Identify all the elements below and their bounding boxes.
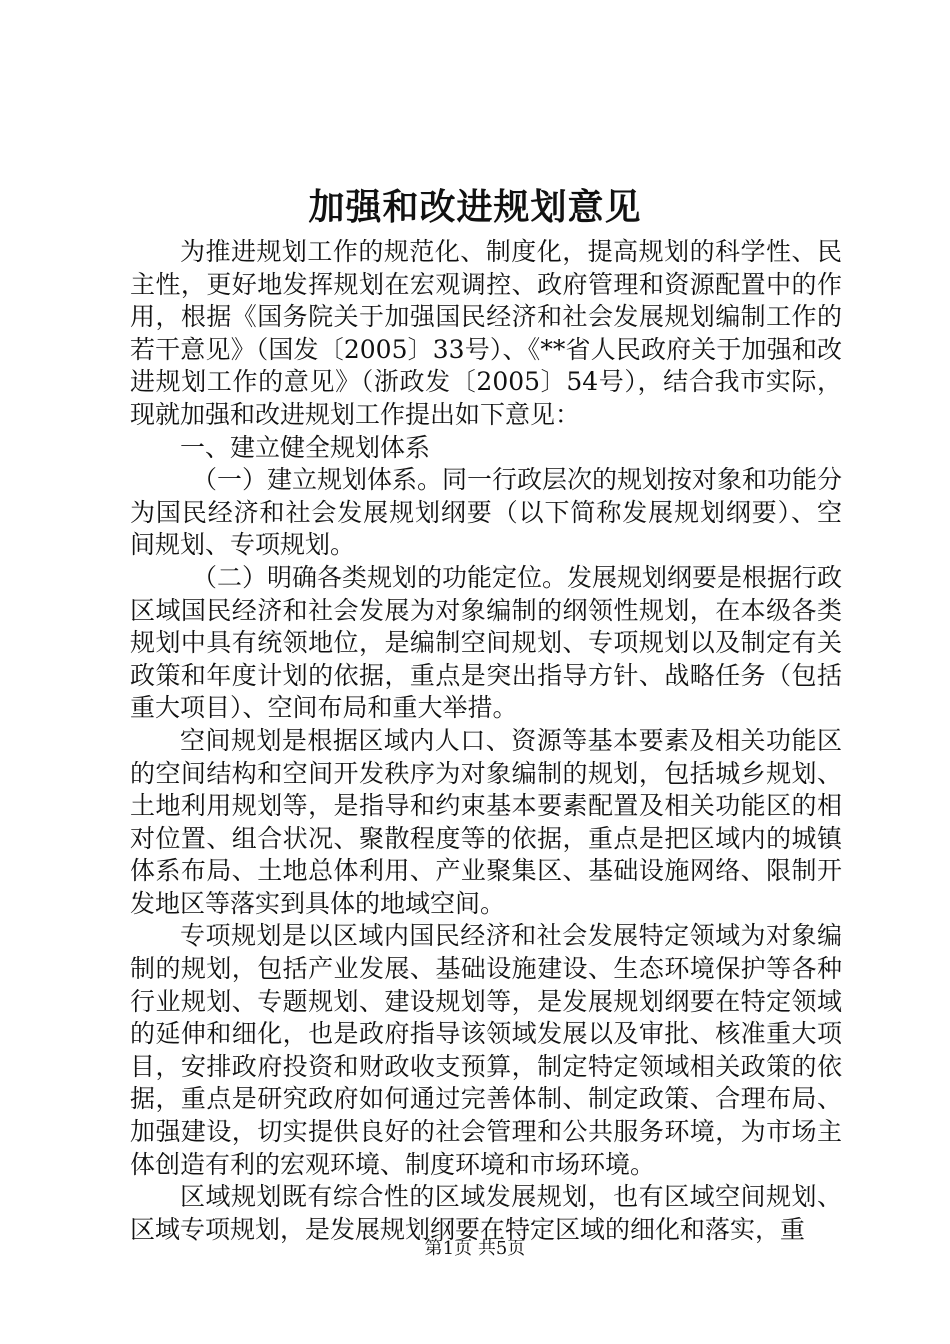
document-body: [130, 236, 842, 1246]
spatial-planning-paragraph: 空间规划是根据区域内人口、资源等基本要素及相关功能区的空间结构和空间开发秩序为对象编制的规划，包括城乡规划、土地利用规划等，是指导和约束基本要素配置及相关功能区的相对位置、组合状况、聚散程度等的依据，重点是把区域内的城镇体系布局、土地总体利用、产业聚集区、基础设施网络、限制开发地区等落实到具体的地域空间。: [130, 725, 842, 918]
section-heading: 一、建立健全规划体系: [180, 432, 431, 462]
intro-paragraph: 为推进规划工作的规范化、制度化，提高规划的科学性、民主性，更好地发挥规划在宏观调控、政府管理和资源配置中的作用，根据《国务院关于加强国民经济和社会发展规划编制工作的若干意见》（国发〔2005〕33号）、《**省人民政府关于加强和改进规划工作的意见》（浙政发〔2005〕54号），结合我市实际，现就加强和改进规划工作提出如下意见：: [130, 237, 842, 429]
regional-planning-paragraph: 区域规划既有综合性的区域发展规划，也有区域空间规划、区域专项规划，是发展规划纲要在特定区域的细化和落实，重: [130, 1182, 842, 1244]
page-footer: 第1页 共5页: [424, 1238, 526, 1259]
subsection-paragraph-1: （一）建立规划体系。同一行政层次的规划按对象和功能分为国民经济和社会发展规划纲要（以下简称发展规划纲要）、空间规划、专项规划。: [130, 465, 843, 560]
subsection-paragraph-2: （二）明确各类规划的功能定位。发展规划纲要是根据行政区域国民经济和社会发展为对象编制的纲领性规划，在本级各类规划中具有统领地位，是编制空间规划、专项规划以及制定有关政策和年度计划的依据，重点是突出指导方针、战略任务（包括重大项目）、空间布局和重大举措。: [130, 562, 843, 723]
page-title: 加强和改进规划意见: [308, 186, 642, 228]
special-planning-paragraph: 专项规划是以区域内国民经济和社会发展特定领域为对象编制的规划，包括产业发展、基础设施建设、生态环境保护等各种行业规划、专题规划、建设规划等，是发展规划纲要在特定领域的延伸和细化，也是政府指导该领域发展以及审批、核准重大项目，安排政府投资和财政收支预算，制定特定领域相关政策的依据，重点是研究政府如何通过完善体制、制定政策、合理布局、加强建设，切实提供良好的社会管理和公共服务环境，为市场主体创造有利的宏观环境、制度环境和市场环境。: [130, 921, 842, 1179]
